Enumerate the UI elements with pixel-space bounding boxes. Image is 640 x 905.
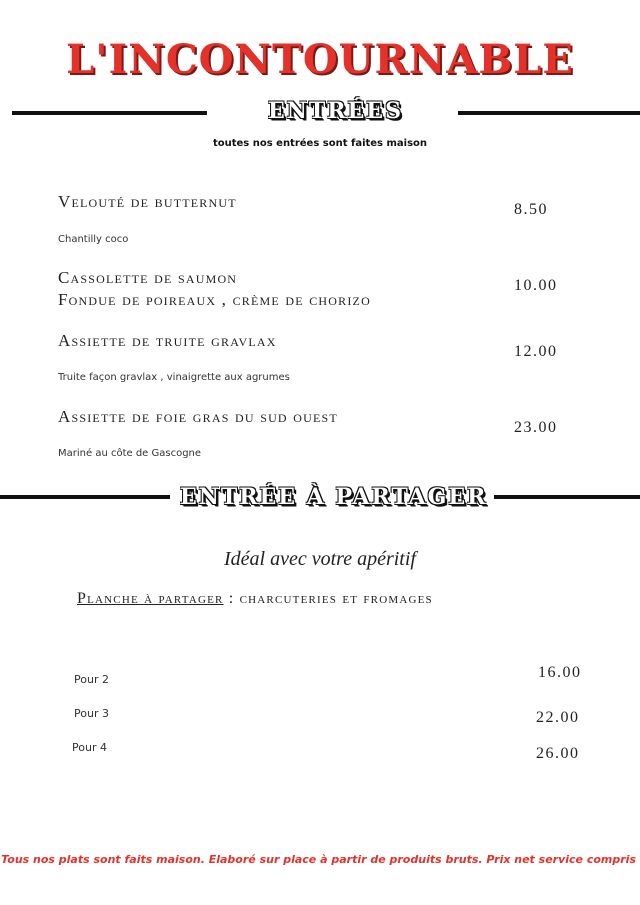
dish-price: 8.50 [514, 201, 548, 218]
planche-label: Planche à partager [77, 590, 224, 607]
dish-description: Truite façon gravlax , vinaigrette aux agrumes [58, 372, 290, 383]
portion-label: Pour 2 [74, 673, 109, 686]
divider-right [458, 111, 640, 115]
divider-left [12, 111, 207, 115]
section-tagline: Idéal avec votre apéritif [224, 548, 416, 570]
portion-label: Pour 4 [72, 741, 107, 754]
dish-price: 12.00 [514, 343, 558, 360]
portion-label: Pour 3 [74, 707, 109, 720]
dish-name-line2: Fondue de poireaux , crème de chorizo [58, 290, 371, 309]
footer-note: Tous nos plats sont faits maison. Elaboré sur place à partir de produits bruts. Prix net service compris [1, 853, 636, 866]
dish-name: Assiette de truite gravlax [58, 331, 277, 350]
portion-price: 16.00 [538, 664, 582, 681]
section-heading-entrees: ENTRÉES [268, 98, 403, 124]
dish-price: 10.00 [514, 277, 558, 294]
portion-price: 26.00 [536, 745, 580, 762]
dish-description: Mariné au côte de Gascogne [58, 448, 202, 459]
dish-name: Velouté de butternut [58, 192, 237, 211]
planche-title [77, 590, 433, 608]
section-heading-partager: ENTRÉE À PARTAGER [180, 484, 488, 510]
dish-name: Cassolette de saumon [58, 268, 238, 287]
dish-price: 23.00 [514, 419, 558, 436]
section-subtitle: toutes nos entrées sont faites maison [212, 138, 428, 149]
dish-description: Chantilly coco [58, 234, 129, 245]
planche-description: : charcuteries et fromages [223, 590, 433, 607]
divider-left [0, 495, 170, 499]
portion-price: 22.00 [536, 709, 580, 726]
dish-name: Assiette de foie gras du sud ouest [58, 407, 338, 426]
page-title: L'INCONTOURNABLE [66, 36, 574, 83]
divider-right [494, 495, 640, 499]
